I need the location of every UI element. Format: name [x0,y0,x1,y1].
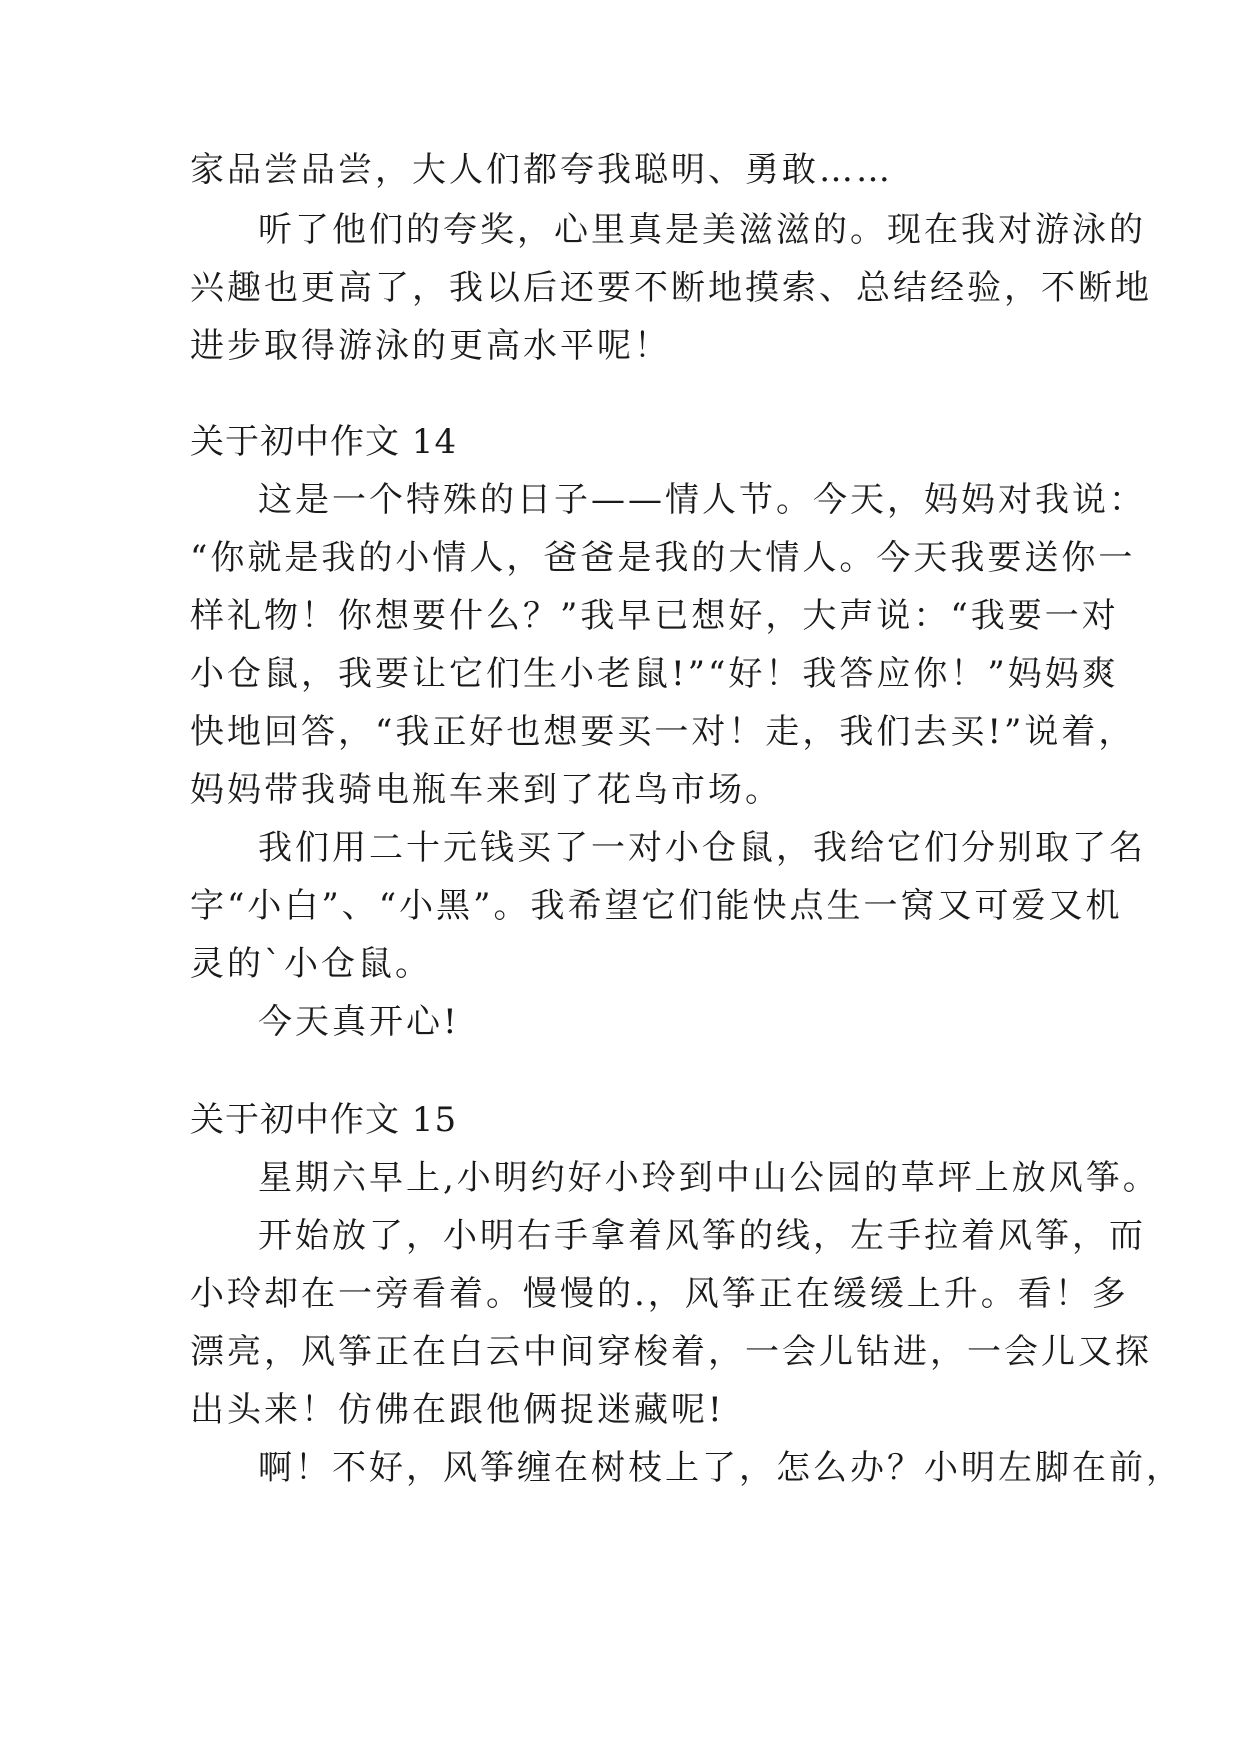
paragraph-first-line: 我们用二十元钱买了一对小仓鼠，我给它们分别取了名 [258,828,1146,868]
section-heading: 关于初中作文 15 [190,1100,458,1140]
body-line: 小仓鼠，我要让它们生小老鼠!”“好！我答应你！”妈妈爽 [190,654,1119,694]
body-line: 出头来！仿佛在跟他俩捉迷藏呢! [190,1390,725,1430]
body-line: “你就是我的小情人，爸爸是我的大情人。今天我要送你一 [190,538,1136,578]
body-line: 样礼物！你想要什么？”我早已想好，大声说：“我要一对 [190,596,1119,636]
body-line: 字“小白”、“小黑”。我希望它们能快点生一窝又可爱又机 [190,886,1123,926]
body-line: 小玲却在一旁看着。慢慢的.，风筝正在缓缓上升。看！多 [190,1274,1129,1314]
body-line: 家品尝品尝，大人们都夸我聪明、勇敢…… [190,150,893,190]
body-line: 兴趣也更高了，我以后还要不断地摸索、总结经验，不断地 [190,268,1152,308]
paragraph-first-line: 啊！不好，风筝缠在树枝上了，怎么办？小明左脚在前， [258,1448,1183,1488]
body-line: 快地回答，“我正好也想要买一对！走，我们去买!”说着， [190,712,1136,752]
paragraph-first-line: 这是一个特殊的日子——情人节。今天，妈妈对我说： [258,480,1146,520]
body-line: 进步取得游泳的更高水平呢！ [190,326,671,366]
section-heading: 关于初中作文 14 [190,422,458,462]
paragraph-first-line: 星期六早上,小明约好小玲到中山公园的草坪上放风筝。 [258,1158,1160,1198]
body-line: 灵的`小仓鼠。 [190,944,432,984]
body-line: 漂亮，风筝正在白云中间穿梭着，一会儿钻进，一会儿又探 [190,1332,1152,1372]
paragraph-first-line: 今天真开心! [258,1002,460,1042]
body-line: 妈妈带我骑电瓶车来到了花鸟市场。 [190,770,782,810]
paragraph-first-line: 听了他们的夸奖，心里真是美滋滋的。现在我对游泳的 [258,210,1146,250]
paragraph-first-line: 开始放了，小明右手拿着风筝的线，左手拉着风筝，而 [258,1216,1146,1256]
